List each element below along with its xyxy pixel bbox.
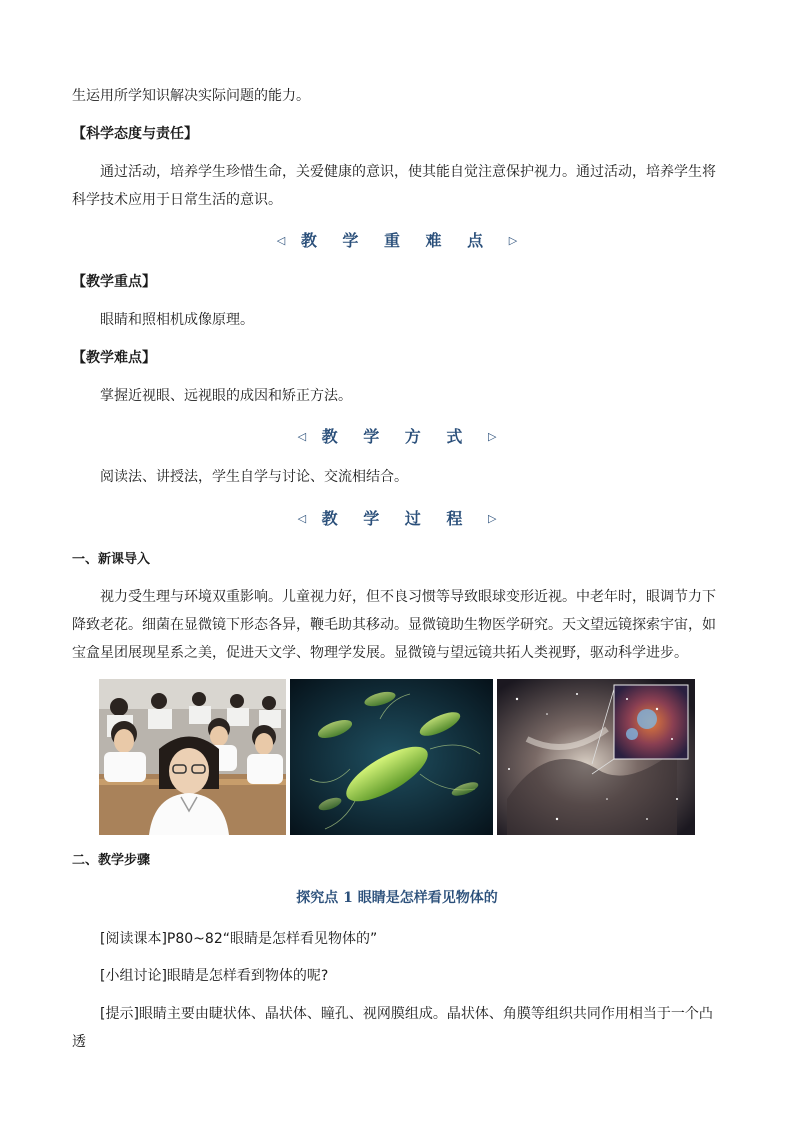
section-title-process	[0, 506, 794, 529]
difficult-heading: 【教学难点】	[72, 350, 156, 366]
step1-text: 视力受生理与环境双重影响。儿童视力好，但不良习惯等导致眼球变形近视。中老年时，眼调节力下降致老花。细菌在显微镜下形态各异，鞭毛助其移动。显微镜助生物医学研究。天文望远镜探索宇宙，如宝盒星团展现星系之美，促进天文学、物理学发展。显微镜与望远镜共拓人类视野，驱动科学进步。	[72, 589, 716, 661]
key-heading: 【教学重点】	[72, 274, 156, 290]
step1-heading: 一、新课导入	[72, 552, 151, 567]
group-discussion: [小组讨论]眼睛是怎样看到物体的呢?	[100, 968, 329, 984]
intro-tail: 生运用所学知识解决实际问题的能力。	[72, 88, 310, 104]
attitude-text: 通过活动，培养学生珍惜生命，关爱健康的意识，使其能自觉注意保护视力。通过活动，培养学生将科学技术应用于日常生活的意识。	[72, 164, 716, 208]
section-title-method-text: 教 学 方 式	[321, 427, 473, 446]
bacteria-photo	[290, 679, 493, 835]
explore-point-title: 探究点 1 眼睛是怎样看见物体的	[296, 890, 498, 906]
nebula-photo	[497, 679, 695, 835]
right-triangle-icon: ▷	[508, 234, 518, 247]
hint-text: [提示]眼睛主要由睫状体、晶状体、瞳孔、视网膜组成。晶状体、角膜等组织共同作用相当于一个凸透	[72, 1006, 713, 1050]
difficult-text: 掌握近视眼、远视眼的成因和矫正方法。	[100, 388, 352, 404]
step2-heading: 二、教学步骤	[72, 853, 151, 868]
right-triangle-icon: ▷	[487, 430, 497, 443]
read-textbook: [阅读课本]P80~82“眼睛是怎样看见物体的”	[100, 931, 378, 947]
section-title-process-text: 教 学 过 程	[321, 509, 473, 528]
section-title-keypoints	[0, 228, 794, 251]
section-title-method	[0, 424, 794, 447]
right-triangle-icon: ▷	[487, 512, 497, 525]
attitude-heading: 【科学态度与责任】	[72, 126, 198, 142]
classroom-photo	[99, 679, 286, 835]
section-title-keypoints-text: 教 学 重 难 点	[300, 231, 494, 250]
left-triangle-icon: ◁	[297, 430, 307, 443]
method-text: 阅读法、讲授法，学生自学与讨论、交流相结合。	[100, 469, 408, 485]
left-triangle-icon: ◁	[276, 234, 286, 247]
left-triangle-icon: ◁	[297, 512, 307, 525]
key-text: 眼睛和照相机成像原理。	[100, 312, 254, 328]
